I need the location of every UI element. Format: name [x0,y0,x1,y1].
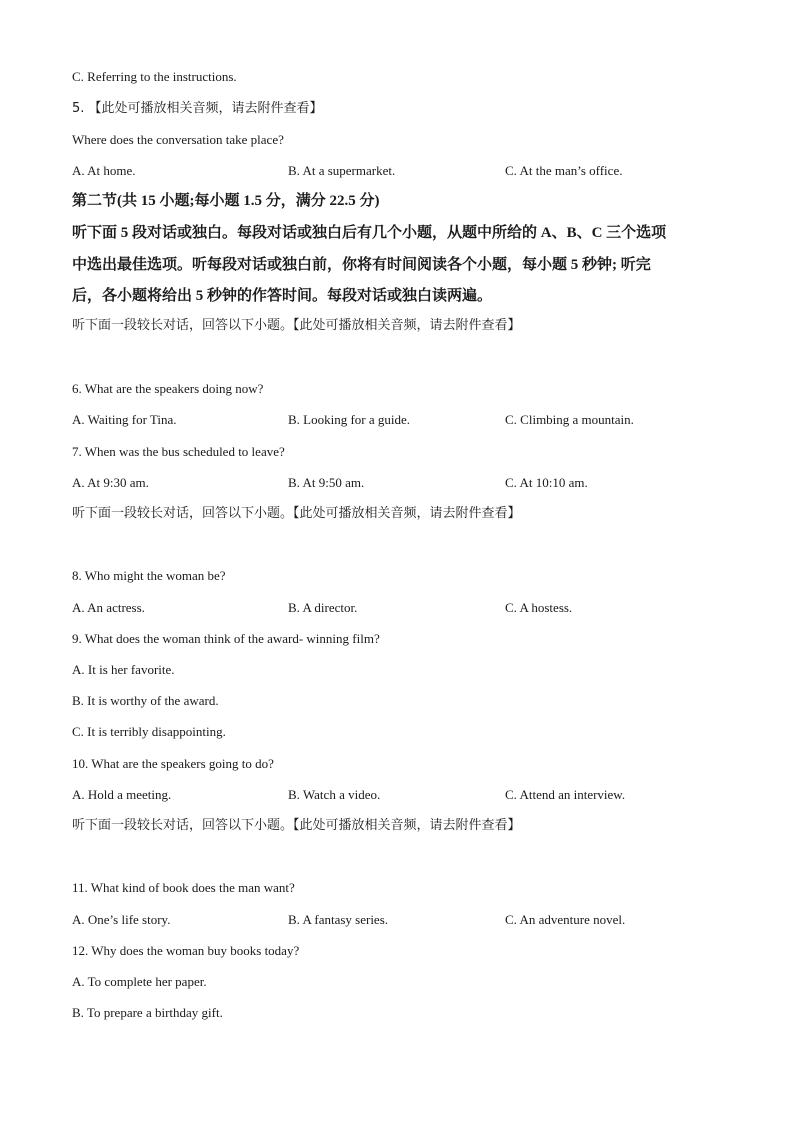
q7-option-a: A. At 9:30 am. [72,475,149,490]
q12-question: 12. Why does the woman buy books today? [72,943,300,958]
q9-option-b: B. It is worthy of the award. [72,693,219,708]
q8-option-a: A. An actress. [72,600,145,615]
q9-question: 9. What does the woman think of the award- winning film? [72,631,380,646]
q7-options [72,475,722,491]
q5-option-c: C. At the man’s office. [505,163,623,178]
q6-option-c: C. Climbing a mountain. [505,412,634,427]
section2-instruction-line-2: 中选出最佳选项。听每段对话或独白前，你将有时间阅读各个小题，每小题 5 秒钟; 听完 [72,257,651,273]
q10-option-c: C. Attend an interview. [505,787,626,802]
q6-option-a: A. Waiting for Tina. [72,412,177,427]
q11-option-c: C. An adventure novel. [505,912,626,927]
q5-audio-text: 5. 【此处可播放相关音频，请去附件查看】 [72,101,323,116]
q5-options [72,163,722,179]
q4-option-c: C. Referring to the instructions. [72,69,237,84]
section2-title: 第二节(共 15 小题;每小题 1.5 分，满分 22.5 分) [72,193,380,209]
q11-question: 11. What kind of book does the man want? [72,880,295,895]
q5-question: Where does the conversation take place? [72,132,284,147]
q11-option-b: B. A fantasy series. [288,912,389,927]
q10-options [72,787,722,803]
q5-number-audio [72,100,323,117]
q8-question: 8. Who might the woman be? [72,568,226,583]
q7-question: 7. When was the bus scheduled to leave? [72,444,285,459]
q9-option-c: C. It is terribly disappointing. [72,724,226,739]
q12-option-b: B. To prepare a birthday gift. [72,1005,223,1020]
section2-instruction-line-1: 听下面 5 段对话或独白。每段对话或独白后有几个小题，从题中所给的 A、B、C 三个选项 [72,225,667,241]
q8-options [72,600,722,616]
q8-option-c: C. A hostess. [505,600,573,615]
audio-prompt-1: 听下面一段较长对话，回答以下小题。【此处可播放相关音频，请去附件查看】 [72,318,521,333]
q11-options [72,912,722,928]
audio-prompt-3: 听下面一段较长对话，回答以下小题。【此处可播放相关音频，请去附件查看】 [72,818,521,833]
q6-options [72,412,722,428]
q9-option-a: A. It is her favorite. [72,662,175,677]
section2-instruction-line-3: 后，各小题将给出 5 秒钟的作答时间。每段对话或独白读两遍。 [72,288,493,304]
q10-option-a: A. Hold a meeting. [72,787,172,802]
audio-prompt-2: 听下面一段较长对话，回答以下小题。【此处可播放相关音频，请去附件查看】 [72,506,521,521]
q10-question: 10. What are the speakers going to do? [72,756,274,771]
q8-option-b: B. A director. [288,600,358,615]
q6-question: 6. What are the speakers doing now? [72,381,264,396]
q11-option-a: A. One’s life story. [72,912,171,927]
q7-option-c: C. At 10:10 am. [505,475,588,490]
q6-option-b: B. Looking for a guide. [288,412,411,427]
q5-option-a: A. At home. [72,163,136,178]
q7-option-b: B. At 9:50 am. [288,475,365,490]
q5-option-b: B. At a supermarket. [288,163,396,178]
q12-option-a: A. To complete her paper. [72,974,207,989]
q10-option-b: B. Watch a video. [288,787,381,802]
